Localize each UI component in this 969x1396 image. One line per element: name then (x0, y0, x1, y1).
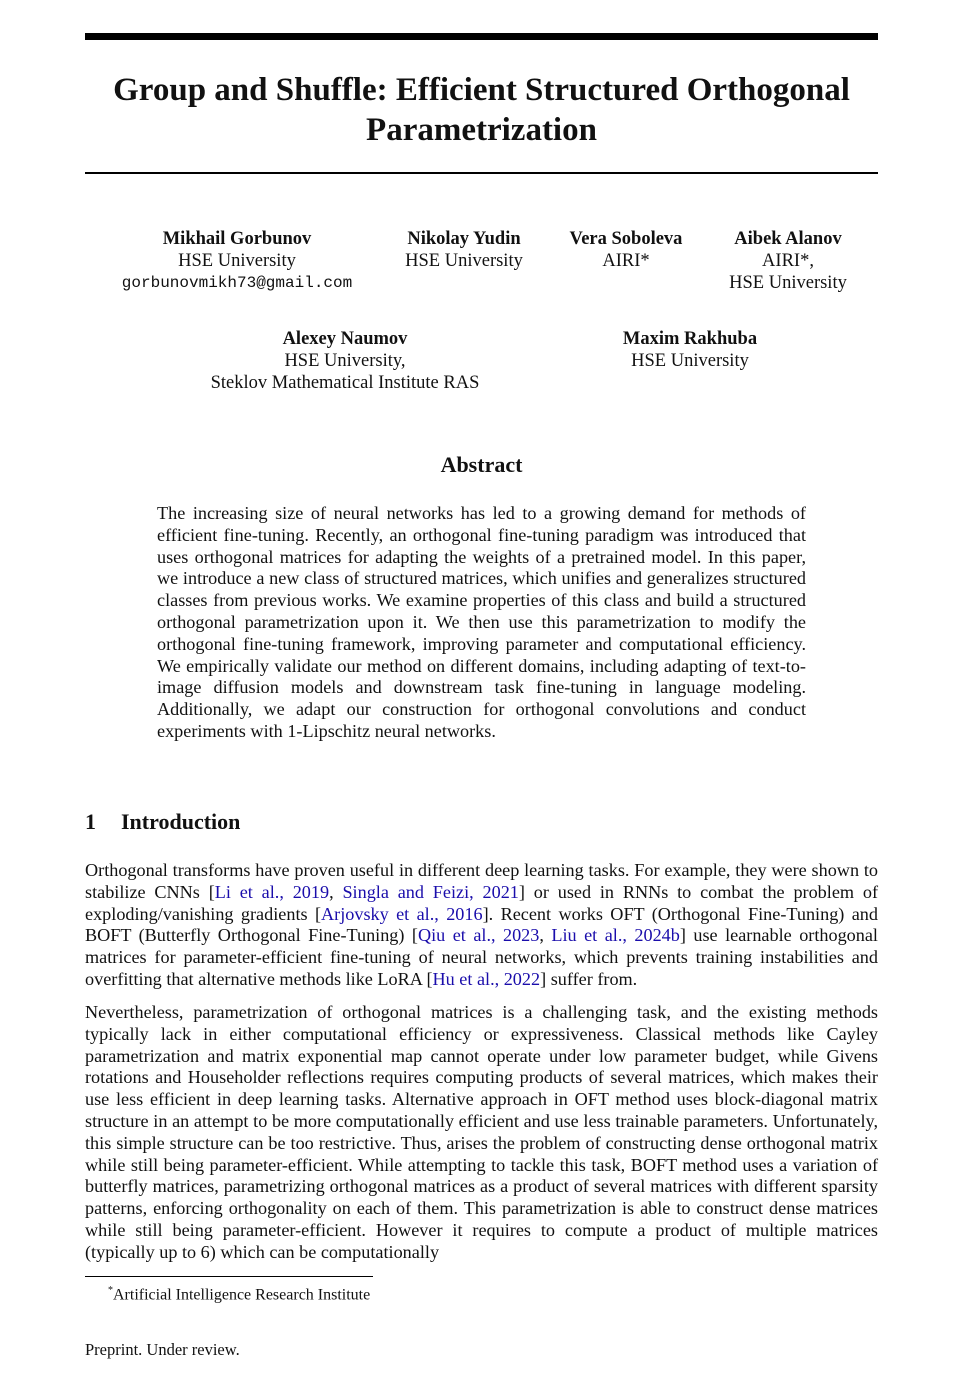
paragraph-text: , (329, 881, 343, 902)
paragraph-text: ] or used in RNNs to combat the problem of exploding/vanishing gradients [ (85, 881, 879, 924)
author-affiliation: HSE University, (284, 351, 406, 371)
title-rule-bottom (85, 172, 878, 174)
citation-link[interactable]: Hu et al., 2022 (432, 968, 541, 989)
paragraph-text: , (539, 925, 552, 946)
intro-paragraph-2: Nevertheless, parametrization of orthogonal matrices is a challenging task, and the existing methods typically lack in either computational efficiency or expressiveness. Classical methods like Cayley parametrization and matrix exponential map cannot operate under low parameter budget, while Givens rotations and Householder reflections requires computing products of several matrices, which makes their use less efficient in deep learning tasks. Alternative approach in OFT method uses block-diagonal matrix structure in an attempt to be more computationally efficient and use less trainable parameters. Unfortunately, this simple structure can be too restrictive. Thus, arises the problem of constructing dense orthogonal matrix while still being parameter-efficient. While attempting to tackle this task, BOFT method uses a variation of butterfly matrices, parametrizing orthogonal matrices as a product of several matrices with different sparsity patterns, enforcing orthogonality on each of them. This parametrization is able to construct dense matrices while still being parameter-efficient. However it requires to compute a product of multiple matrices (typically up to 6) which can be computationally (85, 1002, 878, 1262)
author-affiliation: HSE University (729, 273, 847, 293)
citation-link[interactable]: Singla and Feizi, 2021 (342, 881, 519, 902)
author-block (600, 328, 780, 372)
author-affiliation: Steklov Mathematical Institute RAS (210, 373, 480, 393)
footnote-mark: * (108, 1285, 113, 1296)
footnote-rule (85, 1276, 373, 1277)
abstract-text: The increasing size of neural networks has led to a growing demand for methods of efficient fine-tuning. Recently, an orthogonal fine-tuning paradigm was introduced that uses orthogonal matrices for adapting the weights of a pretrained model. In this paper, we introduce a new class of structured matrices, which unifies and generalizes structured classes from previous works. We examine properties of this class and build a structured orthogonal parametrization upon it. We then use this parametrization to modify the orthogonal fine-tuning framework, improving parameter and computational efficiency. We empirically validate our method on different domains, including adapting of text-to-image diffusion models and downstream task fine-tuning in language modeling. Additionally, we adapt our construction for orthogonal convolutions and conduct experiments with 1-Lipschitz neural networks. (157, 503, 806, 741)
author-name: Aibek Alanov (734, 229, 842, 249)
author-block (389, 228, 539, 272)
author-email[interactable]: gorbunovmikh73@gmail.com (121, 274, 353, 292)
paragraph-text: Orthogonal transforms have proven useful in different deep learning tasks. For example, they were shown to stabilize CNNs [ (85, 860, 878, 902)
paragraph-text: ]. Recent works OFT (Orthogonal Fine-Tuning) and BOFT (Butterfly Orthogonal Fine-Tuning) [ (85, 903, 878, 946)
author-affiliation: AIRI*, (762, 251, 814, 271)
paragraph-text: ] suffer from. (540, 968, 638, 989)
author-block (110, 228, 364, 294)
footnote-text: Artificial Intelligence Research Institute (113, 1286, 371, 1304)
author-name: Mikhail Gorbunov (162, 229, 312, 249)
title-rule-top (85, 33, 878, 40)
paragraph-text: ] use learnable orthogonal matrices for parameter-efficient fine-tuning of neural networks, which prevents training instabilities and overfitting that alternative methods like LoRA [ (85, 925, 878, 989)
citation-link[interactable]: Liu et al., 2024b (551, 925, 680, 946)
author-block (712, 228, 864, 294)
preprint-notice: Preprint. Under review. (85, 1340, 240, 1359)
author-affiliation: HSE University (631, 351, 749, 371)
citation-link[interactable]: Arjovsky et al., 2016 (321, 903, 483, 924)
author-name: Nikolay Yudin (407, 229, 521, 249)
paper-title: Group and Shuffle: Efficient Structured Orthogonal Parametrization (113, 72, 850, 148)
author-name: Vera Soboleva (569, 229, 683, 249)
author-affiliation: HSE University (405, 251, 523, 271)
section-heading (85, 808, 240, 836)
author-affiliation: HSE University (178, 251, 296, 271)
author-name: Alexey Naumov (282, 329, 408, 349)
section-title: Introduction (121, 809, 241, 834)
author-block (190, 328, 500, 394)
abstract-heading: Abstract (440, 452, 523, 477)
footnote (108, 1281, 370, 1305)
author-name: Maxim Rakhuba (622, 329, 758, 349)
section-number: 1 (85, 809, 96, 834)
citation-link[interactable]: Qiu et al., 2023 (417, 925, 540, 946)
author-block (555, 228, 697, 272)
author-affiliation: AIRI* (602, 251, 650, 271)
citation-link[interactable]: Li et al., 2019 (214, 881, 330, 902)
intro-paragraph-1 (85, 860, 878, 991)
